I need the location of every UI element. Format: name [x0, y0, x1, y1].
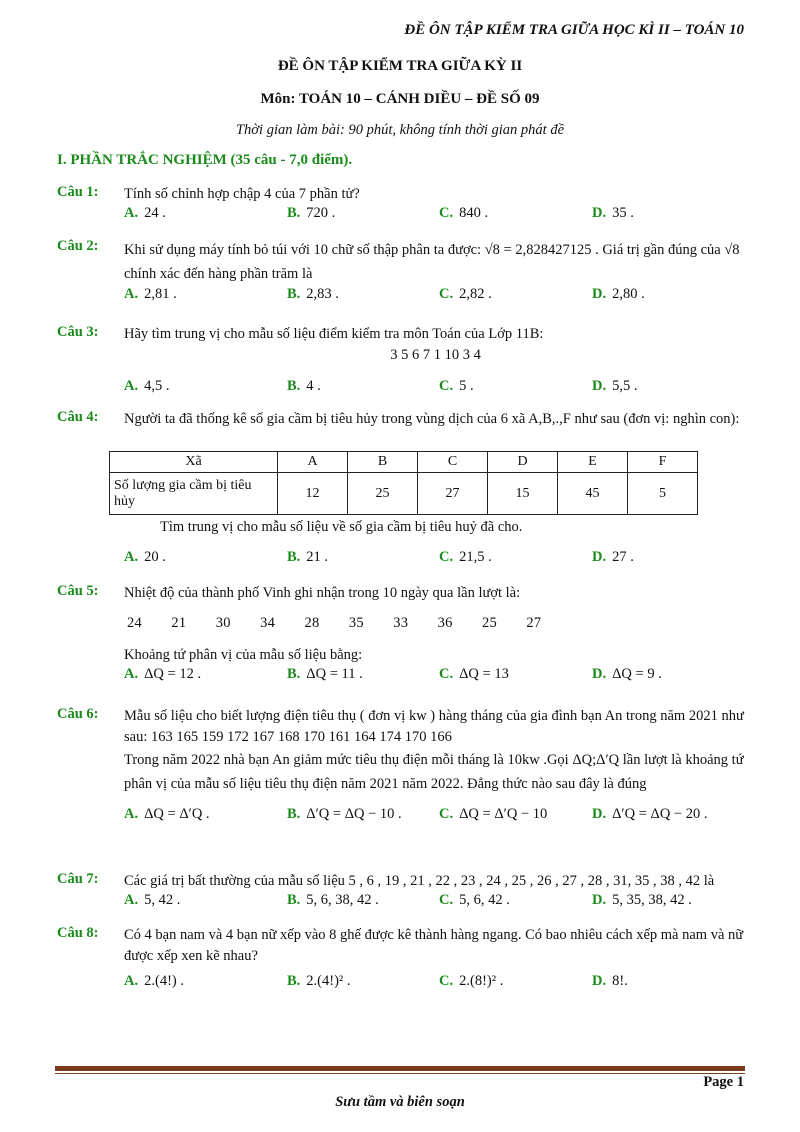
- option-a[interactable]: A. 5, 42 .: [124, 892, 181, 908]
- option-b[interactable]: B. 21 .: [287, 549, 329, 565]
- options: [124, 205, 747, 227]
- options: [124, 892, 747, 914]
- option-d[interactable]: D. 5,5 .: [592, 378, 638, 394]
- option-c[interactable]: C. 5 .: [439, 378, 474, 394]
- table-cell: 45: [558, 473, 628, 515]
- question-text: Có 4 bạn nam và 4 bạn nữ xếp vào 8 ghế được kê thành hàng ngang. Có bao nhiêu cách xếp mà nam và nữ được xếp xen kẽ nhau?: [124, 927, 744, 964]
- option-c[interactable]: C. 5, 6, 42 .: [439, 892, 510, 908]
- table-cell: 27: [418, 473, 488, 515]
- table-header: E: [558, 452, 628, 473]
- table-header: C: [418, 452, 488, 473]
- option-a[interactable]: A. 4,5 .: [124, 378, 170, 394]
- question-1: [57, 184, 747, 227]
- footer-credit: Sưu tầm và biên soạn: [335, 1094, 465, 1110]
- option-d[interactable]: D. 5, 35, 38, 42 .: [592, 892, 692, 908]
- time-line: Thời gian làm bài: 90 phút, không tính thời gian phát đề: [235, 122, 565, 138]
- subject-line: Môn: TOÁN 10 – CÁNH DIỀU – ĐỀ SỐ 09: [260, 91, 540, 107]
- data-values: 24 21 30 34 28 35 33 36 25 27: [127, 615, 542, 631]
- option-d[interactable]: D. 35 .: [592, 205, 634, 221]
- option-b[interactable]: B. 2,83 .: [287, 286, 339, 302]
- question-4-followup: [57, 517, 747, 571]
- running-header: ĐỀ ÔN TẬP KIỂM TRA GIỮA HỌC KÌ II – TOÁN 10: [404, 22, 744, 38]
- table-cell: 12: [278, 473, 348, 515]
- table-header: D: [488, 452, 558, 473]
- option-b[interactable]: B. ΔQ = 11 .: [287, 666, 363, 682]
- question-number: Câu 7:: [57, 871, 99, 887]
- option-b[interactable]: B. 720 .: [287, 205, 336, 221]
- table-header: Xã: [110, 452, 278, 473]
- question-6: [57, 706, 747, 828]
- question-followup: Khoảng tứ phân vị của mẫu số liệu bằng:: [124, 647, 363, 663]
- option-c[interactable]: C. 2.(8!)² .: [439, 973, 504, 989]
- table-header: A: [278, 452, 348, 473]
- options: [124, 378, 747, 400]
- data-table: [109, 451, 698, 515]
- question-4: [57, 409, 747, 430]
- question-text: Hãy tìm trung vị cho mẫu số liệu điểm kiểm tra môn Toán của Lớp 11B:: [124, 326, 544, 342]
- question-text: Khi sử dụng máy tính bỏ túi với 10 chữ số thập phân ta được: √8 = 2,828427125 . Giá trị gần đúng của √8 chính xác đến hàng phần trăm là: [124, 242, 740, 282]
- page-number: Page 1: [703, 1074, 744, 1090]
- option-a[interactable]: A. 24 .: [124, 205, 166, 221]
- option-a[interactable]: A. 2,81 .: [124, 286, 177, 302]
- section-heading: I. PHẦN TRẮC NGHIỆM (35 câu - 7,0 điểm).: [57, 152, 353, 168]
- question-number: Câu 4:: [57, 409, 99, 425]
- question-text: Tính số chỉnh hợp chập 4 của 7 phần tử?: [124, 186, 360, 202]
- options: [124, 549, 747, 571]
- question-text: Nhiệt độ của thành phố Vinh ghi nhận trong 10 ngày qua lần lượt là:: [124, 585, 521, 601]
- question-number: Câu 5:: [57, 583, 99, 599]
- question-followup: Tìm trung vị cho mẫu số liệu về số gia cầm bị tiêu huỷ đã cho.: [160, 519, 523, 535]
- table-cell: 5: [628, 473, 698, 515]
- option-b[interactable]: B. 2.(4!)² .: [287, 973, 351, 989]
- option-d[interactable]: D. Δ′Q = ΔQ − 20 .: [592, 806, 708, 822]
- options: [124, 973, 747, 995]
- question-8: [57, 925, 747, 995]
- question-number: Câu 1:: [57, 184, 99, 200]
- footer-rule: [55, 1066, 745, 1071]
- footer-rule-thin: [55, 1073, 745, 1074]
- option-b[interactable]: B. 4 .: [287, 378, 321, 394]
- option-b[interactable]: B. 5, 6, 38, 42 .: [287, 892, 379, 908]
- table-header: B: [348, 452, 418, 473]
- question-number: Câu 2:: [57, 238, 99, 254]
- table-cell: 25: [348, 473, 418, 515]
- option-d[interactable]: D. 2,80 .: [592, 286, 645, 302]
- question-3: [57, 324, 747, 400]
- option-d[interactable]: D. 27 .: [592, 549, 634, 565]
- question-7: [57, 871, 747, 914]
- option-d[interactable]: D. ΔQ = 9 .: [592, 666, 662, 682]
- option-d[interactable]: D. 8!.: [592, 973, 628, 989]
- data-values: 3 5 6 7 1 10 3 4: [390, 347, 481, 363]
- option-a[interactable]: A. 20 .: [124, 549, 166, 565]
- question-number: Câu 6:: [57, 706, 99, 722]
- question-followup: Trong năm 2022 nhà bạn An giảm mức tiêu thụ điện mỗi tháng là 10kw .Gọi ΔQ;Δ′Q lần lượt là khoảng tứ phân vị của mẫu số liệu tiêu thụ điện năm 2021 năm 2022. Đẳng thức nào sau đây là đúng: [124, 752, 744, 792]
- option-a[interactable]: A. ΔQ = Δ′Q .: [124, 806, 210, 822]
- question-number: Câu 3:: [57, 324, 99, 340]
- option-a[interactable]: A. 2.(4!) .: [124, 973, 184, 989]
- page-title: ĐỀ ÔN TẬP KIỂM TRA GIỮA KỲ II: [277, 58, 523, 74]
- options: [124, 286, 747, 308]
- question-2: [57, 238, 747, 308]
- question-text: Người ta đã thống kê số gia cầm bị tiêu hủy trong vùng dịch của 6 xã A,B,.,F như sau (đơn vị: nghìn con):: [124, 411, 740, 427]
- table-row-label: Số lượng gia cầm bị tiêu hủy: [110, 473, 278, 515]
- table-header: F: [628, 452, 698, 473]
- option-c[interactable]: C. ΔQ = Δ′Q − 10: [439, 806, 548, 822]
- question-5: [57, 583, 747, 688]
- option-c[interactable]: C. 2,82 .: [439, 286, 492, 302]
- option-c[interactable]: C. 840 .: [439, 205, 489, 221]
- options: [124, 666, 747, 688]
- question-number: Câu 8:: [57, 925, 99, 941]
- option-c[interactable]: C. 21,5 .: [439, 549, 492, 565]
- options: [124, 806, 747, 828]
- table-cell: 15: [488, 473, 558, 515]
- question-text: Mẫu số liệu cho biết lượng điện tiêu thụ ( đơn vị kw ) hàng tháng của gia đình bạn An trong năm 2021 như sau: 163 165 159 172 167 168 170 161 164 174 170 166: [124, 708, 744, 745]
- option-c[interactable]: C. ΔQ = 13: [439, 666, 509, 682]
- option-a[interactable]: A. ΔQ = 12 .: [124, 666, 202, 682]
- question-text: Các giá trị bất thường của mẫu số liệu 5 , 6 , 19 , 21 , 22 , 23 , 24 , 25 , 26 , 27 , 28 , 31, 35 , 38 , 42 là: [124, 873, 715, 889]
- option-b[interactable]: B. Δ′Q = ΔQ − 10 .: [287, 806, 402, 822]
